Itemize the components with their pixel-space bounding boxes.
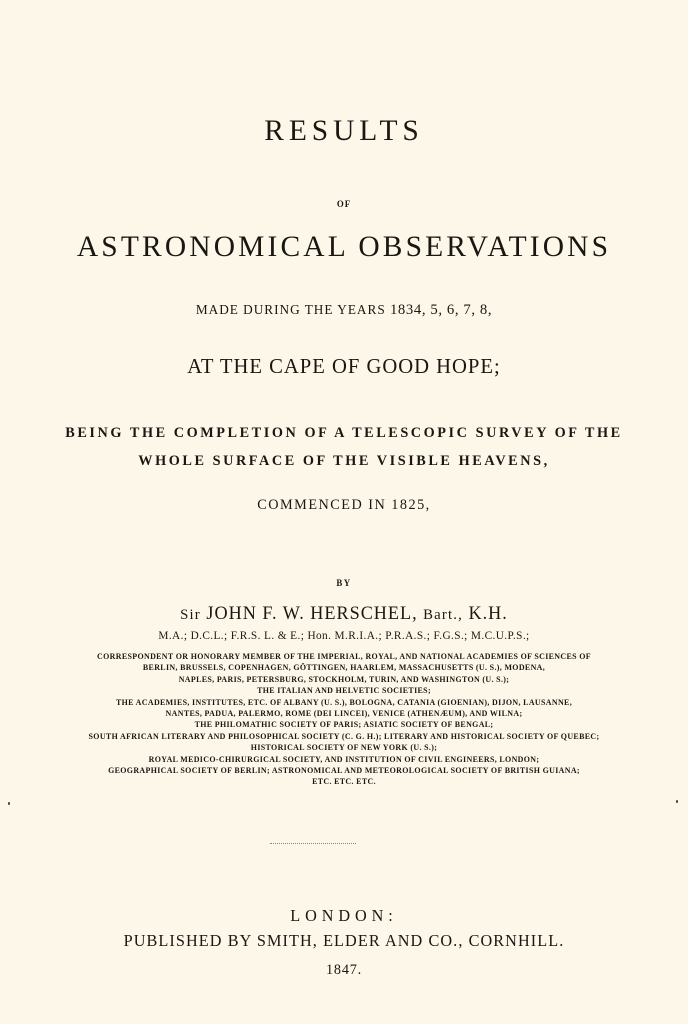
honors-line: SOUTH AFRICAN LITERARY AND PHILOSOPHICAL SOCIETY (C. G. H.); LITERARY AND HISTORICAL SOCIETY OF QUEBEC; (88, 731, 600, 741)
title-connector-of: OF (336, 199, 352, 209)
paper-speck (676, 800, 678, 803)
honors-line: BERLIN, BRUSSELS, COPENHAGEN, GÖTTINGEN, HAARLEM, MASSACHUSETTS (U. S.), MODENA, (142, 663, 546, 673)
dotted-divider (270, 843, 356, 844)
author-name: JOHN F. W. HERSCHEL, (206, 604, 418, 624)
author-honors (0, 651, 688, 788)
observation-years-values: 1834, 5, 6, 7, 8, (389, 302, 493, 318)
page-title: RESULTS (264, 114, 424, 147)
observation-years-label: MADE DURING THE YEARS (195, 302, 386, 317)
author-order: K.H. (468, 604, 508, 624)
honors-line: GEOGRAPHICAL SOCIETY OF BERLIN; ASTRONOMICAL AND METEOROLOGICAL SOCIETY OF BRITISH GUIANA; (108, 766, 580, 776)
author-line (6, 605, 682, 624)
imprint-publisher: PUBLISHED BY SMITH, ELDER AND CO., CORNHILL. (123, 931, 565, 950)
imprint-year: 1847. (325, 962, 363, 978)
honors-line: NAPLES, PARIS, PETERSBURG, STOCKHOLM, TURIN, AND WASHINGTON (U. S.); (178, 674, 510, 684)
by-line: BY (336, 578, 352, 588)
honors-line: CORRESPONDENT OR HONORARY MEMBER OF THE IMPERIAL, ROYAL, AND NATIONAL ACADEMIES OF SCIENCES OF (97, 652, 591, 661)
honors-line: ETC. ETC. ETC. (312, 777, 376, 787)
description-line-2: WHOLE SURFACE OF THE VISIBLE HEAVENS, (138, 453, 550, 469)
subject-heading: ASTRONOMICAL OBSERVATIONS (76, 230, 612, 263)
imprint-city: LONDON: (290, 906, 398, 925)
author-baronet: Bart., (423, 607, 464, 623)
honors-line: THE ACADEMIES, INSTITUTES, ETC. OF ALBANY (U. S.), BOLOGNA, CATANIA (GIOENIAN), DIJON, LAUSANNE, (115, 697, 573, 707)
honors-line: ROYAL MEDICO-CHIRURGICAL SOCIETY, AND INSTITUTION OF CIVIL ENGINEERS, LONDON; (148, 754, 540, 764)
author-degrees: M.A.; D.C.L.; F.R.S. L. & E.; Hon. M.R.I.A.; P.R.A.S.; F.G.S.; M.C.U.P.S.; (158, 630, 530, 642)
honors-line: THE ITALIAN AND HELVETIC SOCIETIES; (257, 686, 431, 696)
honors-line: NANTES, PADUA, PALERMO, ROME (DEI LINCEI), VENICE (ATHENÆUM), AND WILNA; (165, 709, 523, 719)
observation-years-line (6, 303, 682, 318)
description-line-1: BEING THE COMPLETION OF A TELESCOPIC SURVEY OF THE (65, 425, 623, 441)
observation-place: AT THE CAPE OF GOOD HOPE; (187, 354, 501, 378)
author-prefix: Sir (180, 607, 201, 623)
honors-line: HISTORICAL SOCIETY OF NEW YORK (U. S.); (250, 743, 438, 753)
commenced-line: COMMENCED IN 1825, (257, 497, 431, 513)
paper-speck (8, 802, 10, 805)
honors-line: THE PHILOMATHIC SOCIETY OF PARIS; ASIATIC SOCIETY OF BENGAL; (194, 720, 494, 730)
